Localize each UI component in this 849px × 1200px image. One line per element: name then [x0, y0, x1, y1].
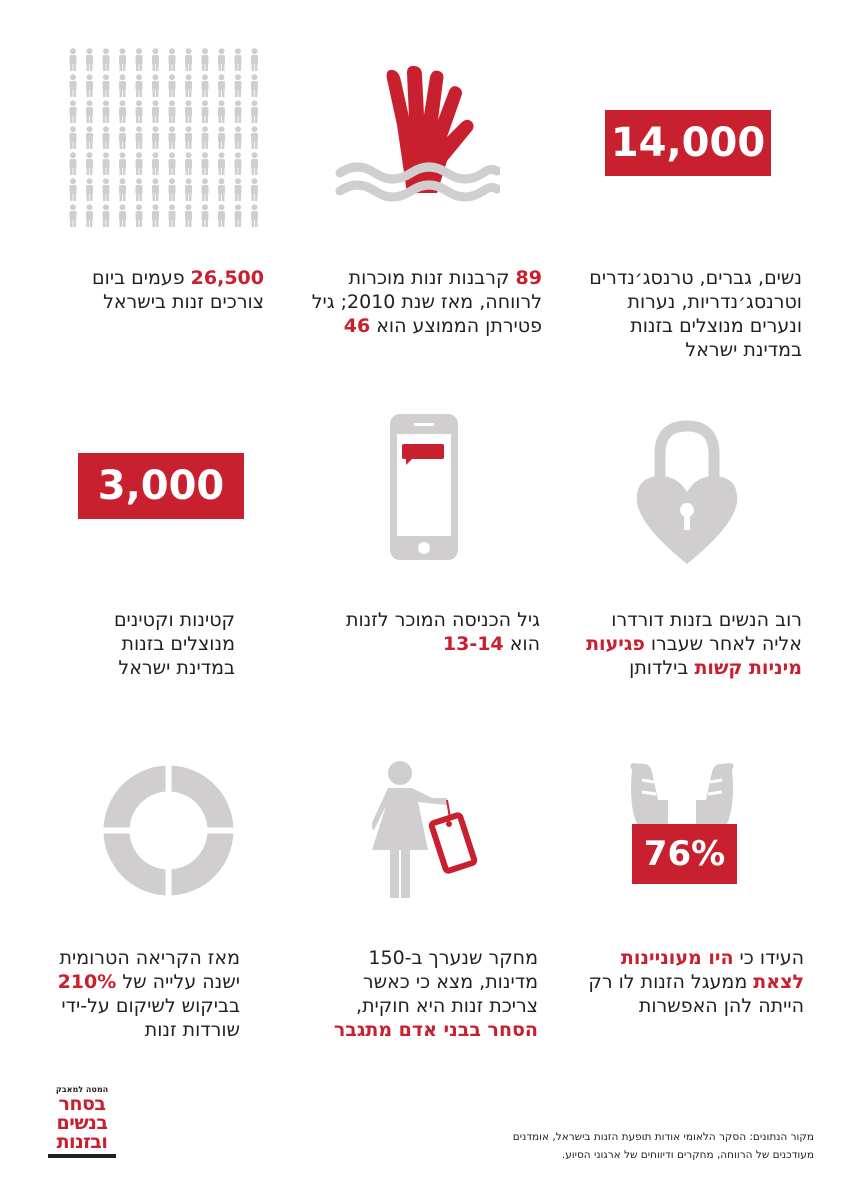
logo-bar — [48, 1154, 116, 1158]
heart-lock-icon — [632, 418, 742, 568]
logo-small-text: המטה למאבק — [55, 1085, 109, 1094]
stat-highlight: הסחר בבני אדם מתגבר — [333, 1019, 538, 1041]
stat-text-part: ממעגל הזנות לו רק — [588, 971, 754, 993]
logo-line: ובזנות — [56, 1131, 108, 1153]
stat-text-line: במדינת ישראל — [685, 339, 802, 361]
stat-highlight: לצאת — [753, 971, 804, 993]
stat-text-14000 — [560, 266, 802, 362]
stat-text-part: אליה לאחר שעברו — [644, 633, 802, 655]
stat-text-line: בביקוש לשיקום על-ידי — [61, 995, 240, 1017]
stat-text-part: הוא — [503, 633, 540, 655]
stat-text-part: קרבנות זנות מוכרות — [348, 267, 516, 289]
people-grid-icon — [68, 48, 263, 228]
stat-text-line: שורדות זנות — [144, 1019, 240, 1041]
logo-line: בנשים — [56, 1112, 108, 1134]
stat-text-line: מאז הקריאה הטרומית — [59, 947, 240, 969]
stat-highlight: מיניות קשות — [694, 657, 802, 679]
woman-price-tag-icon — [372, 758, 487, 900]
stat-text-part: העידו כי — [733, 947, 804, 969]
stat-highlight: 46 — [343, 315, 371, 337]
stat-highlight: 89 — [515, 267, 542, 289]
stat-text-part: פטירתן הממוצע הוא — [370, 315, 542, 337]
stat-text-line: לרווחה, מאז שנת 2010; גיל — [311, 291, 542, 313]
drowning-hand-icon — [335, 65, 500, 215]
organization-logo — [48, 1085, 116, 1165]
stat-badge-3000: 3,000 — [78, 453, 244, 519]
smartphone-icon — [388, 412, 460, 562]
stat-text-line: צורכים זנות בישראל — [103, 291, 264, 313]
stat-badge-76: 76% — [632, 824, 737, 884]
stat-text-line: מדינות, מצא כי כאשר — [362, 971, 538, 993]
stat-text-line: וטרנסג׳נדריות, נערות — [627, 291, 802, 313]
source-line: מקור הנתונים: הסקר הלאומי אודות תופעת הזנות בישראל, אומדנים — [512, 1131, 814, 1143]
stat-text-line: גיל הכניסה המוכר לזנות — [346, 609, 540, 631]
stat-text-victims — [300, 266, 542, 338]
logo-line: בסחר — [58, 1093, 106, 1115]
stat-text-line: רוב הנשים בזנות דורדרו — [611, 609, 802, 631]
stat-text-line: קטינות וקטינים — [113, 609, 235, 631]
stat-badge-14000: 14,000 — [605, 110, 771, 176]
stat-text-age — [300, 608, 540, 656]
stat-text-line: במדינת ישראל — [118, 657, 235, 679]
stat-text-line: נשים, גברים, טרנסג׳נדרים — [589, 267, 802, 289]
lifebuoy-icon — [101, 763, 236, 898]
stat-highlight: 13-14 — [442, 633, 504, 655]
stat-highlight: פגיעות — [586, 633, 645, 655]
stat-text-line: הייתה להן האפשרות — [638, 995, 804, 1017]
stat-text-part: בילדותן — [629, 657, 695, 679]
stat-text-part: ישנה עלייה של — [116, 971, 240, 993]
stat-text-line: ונערים מנוצלים בזנות — [630, 315, 802, 337]
stat-text-line: מנוצלים בזנות — [121, 633, 235, 655]
stat-text-line: צריכת זנות היא חוקית, — [356, 995, 538, 1017]
stat-highlight: היו מעוניינות — [620, 947, 734, 969]
stat-text-childhood — [560, 608, 802, 680]
stat-text-people — [64, 266, 264, 314]
stat-highlight: 210% — [57, 971, 117, 993]
stat-text-part: פעמים ביום — [92, 267, 191, 289]
source-note — [414, 1128, 814, 1164]
stat-text-76 — [570, 946, 804, 1018]
stat-text-line: מחקר שנערך ב-150 — [368, 947, 538, 969]
stat-text-3000 — [30, 608, 235, 680]
stat-text-study — [300, 946, 538, 1042]
stat-text-210 — [30, 946, 240, 1042]
source-line: מעודכנים של הרווחה, מחקרים ודיווחים של ארגוני הסיוע. — [561, 1149, 814, 1161]
stat-highlight: 26,500 — [190, 267, 264, 289]
